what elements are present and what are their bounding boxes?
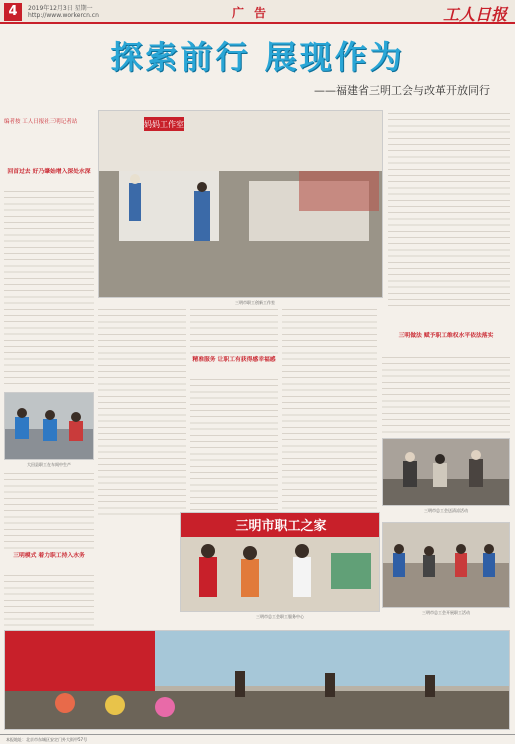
- performance-photo: [4, 630, 510, 730]
- factory-sign: 妈妈工作室: [144, 120, 184, 129]
- section-label: 广告: [232, 6, 277, 20]
- page-header: [0, 0, 515, 24]
- page-number: 4: [4, 3, 22, 21]
- body-text-col1b: [4, 470, 94, 550]
- page-footer: 本报地址：北京市东城区安定门外大街甲57号: [0, 734, 515, 744]
- article-subtitle: ——福建省三明工会与改革开放同行: [314, 84, 490, 97]
- photo-caption-2: 大田县职工在车间中生产: [27, 462, 71, 467]
- body-text-col3a: [190, 306, 278, 356]
- section-heading-3: 三明做法 赋予职工维权水平依法落实: [398, 333, 494, 339]
- section-heading-1: 回首过去 好乃肇始增入深处水深: [7, 169, 91, 175]
- photo-caption-4: 三明市总工会职工服务中心: [256, 614, 304, 619]
- photo-caption-1: 三明市职工创新工作室: [235, 300, 275, 305]
- site-url[interactable]: http://www.workercn.cn: [28, 12, 99, 19]
- body-text-col1: [4, 188, 94, 388]
- body-text-col4: [282, 306, 377, 516]
- body-text-col-right: [388, 110, 510, 310]
- banner-text: 三明市职工之家: [235, 519, 327, 534]
- workers-photo: [4, 392, 94, 460]
- body-text-col1c: [4, 572, 94, 626]
- editor-note: 编者按 工人日报社三明记者站: [4, 119, 78, 125]
- section-heading-2: 精准服务 让职工有获得感幸福感: [192, 357, 276, 363]
- body-text-col2: [98, 306, 186, 516]
- article-title: 探索前行 展现作为: [110, 38, 405, 76]
- newspaper-logo: 工人日报: [442, 5, 507, 24]
- section-heading-4: 三明模式 着力职工持入水务: [13, 553, 85, 559]
- photo-caption-5: 三明市总工会开展职工活动: [422, 610, 470, 615]
- issue-date: 2019年12月3日 星期一: [28, 5, 93, 12]
- body-text-col3b: [190, 376, 278, 516]
- photo-caption-3: 三明市总工会送清凉活动: [424, 508, 468, 513]
- body-text-col5: [382, 354, 510, 434]
- visit-photo: [382, 438, 510, 506]
- workers-home-photo: [180, 512, 380, 612]
- factory-photo: [98, 110, 383, 298]
- meeting-photo: [382, 522, 510, 608]
